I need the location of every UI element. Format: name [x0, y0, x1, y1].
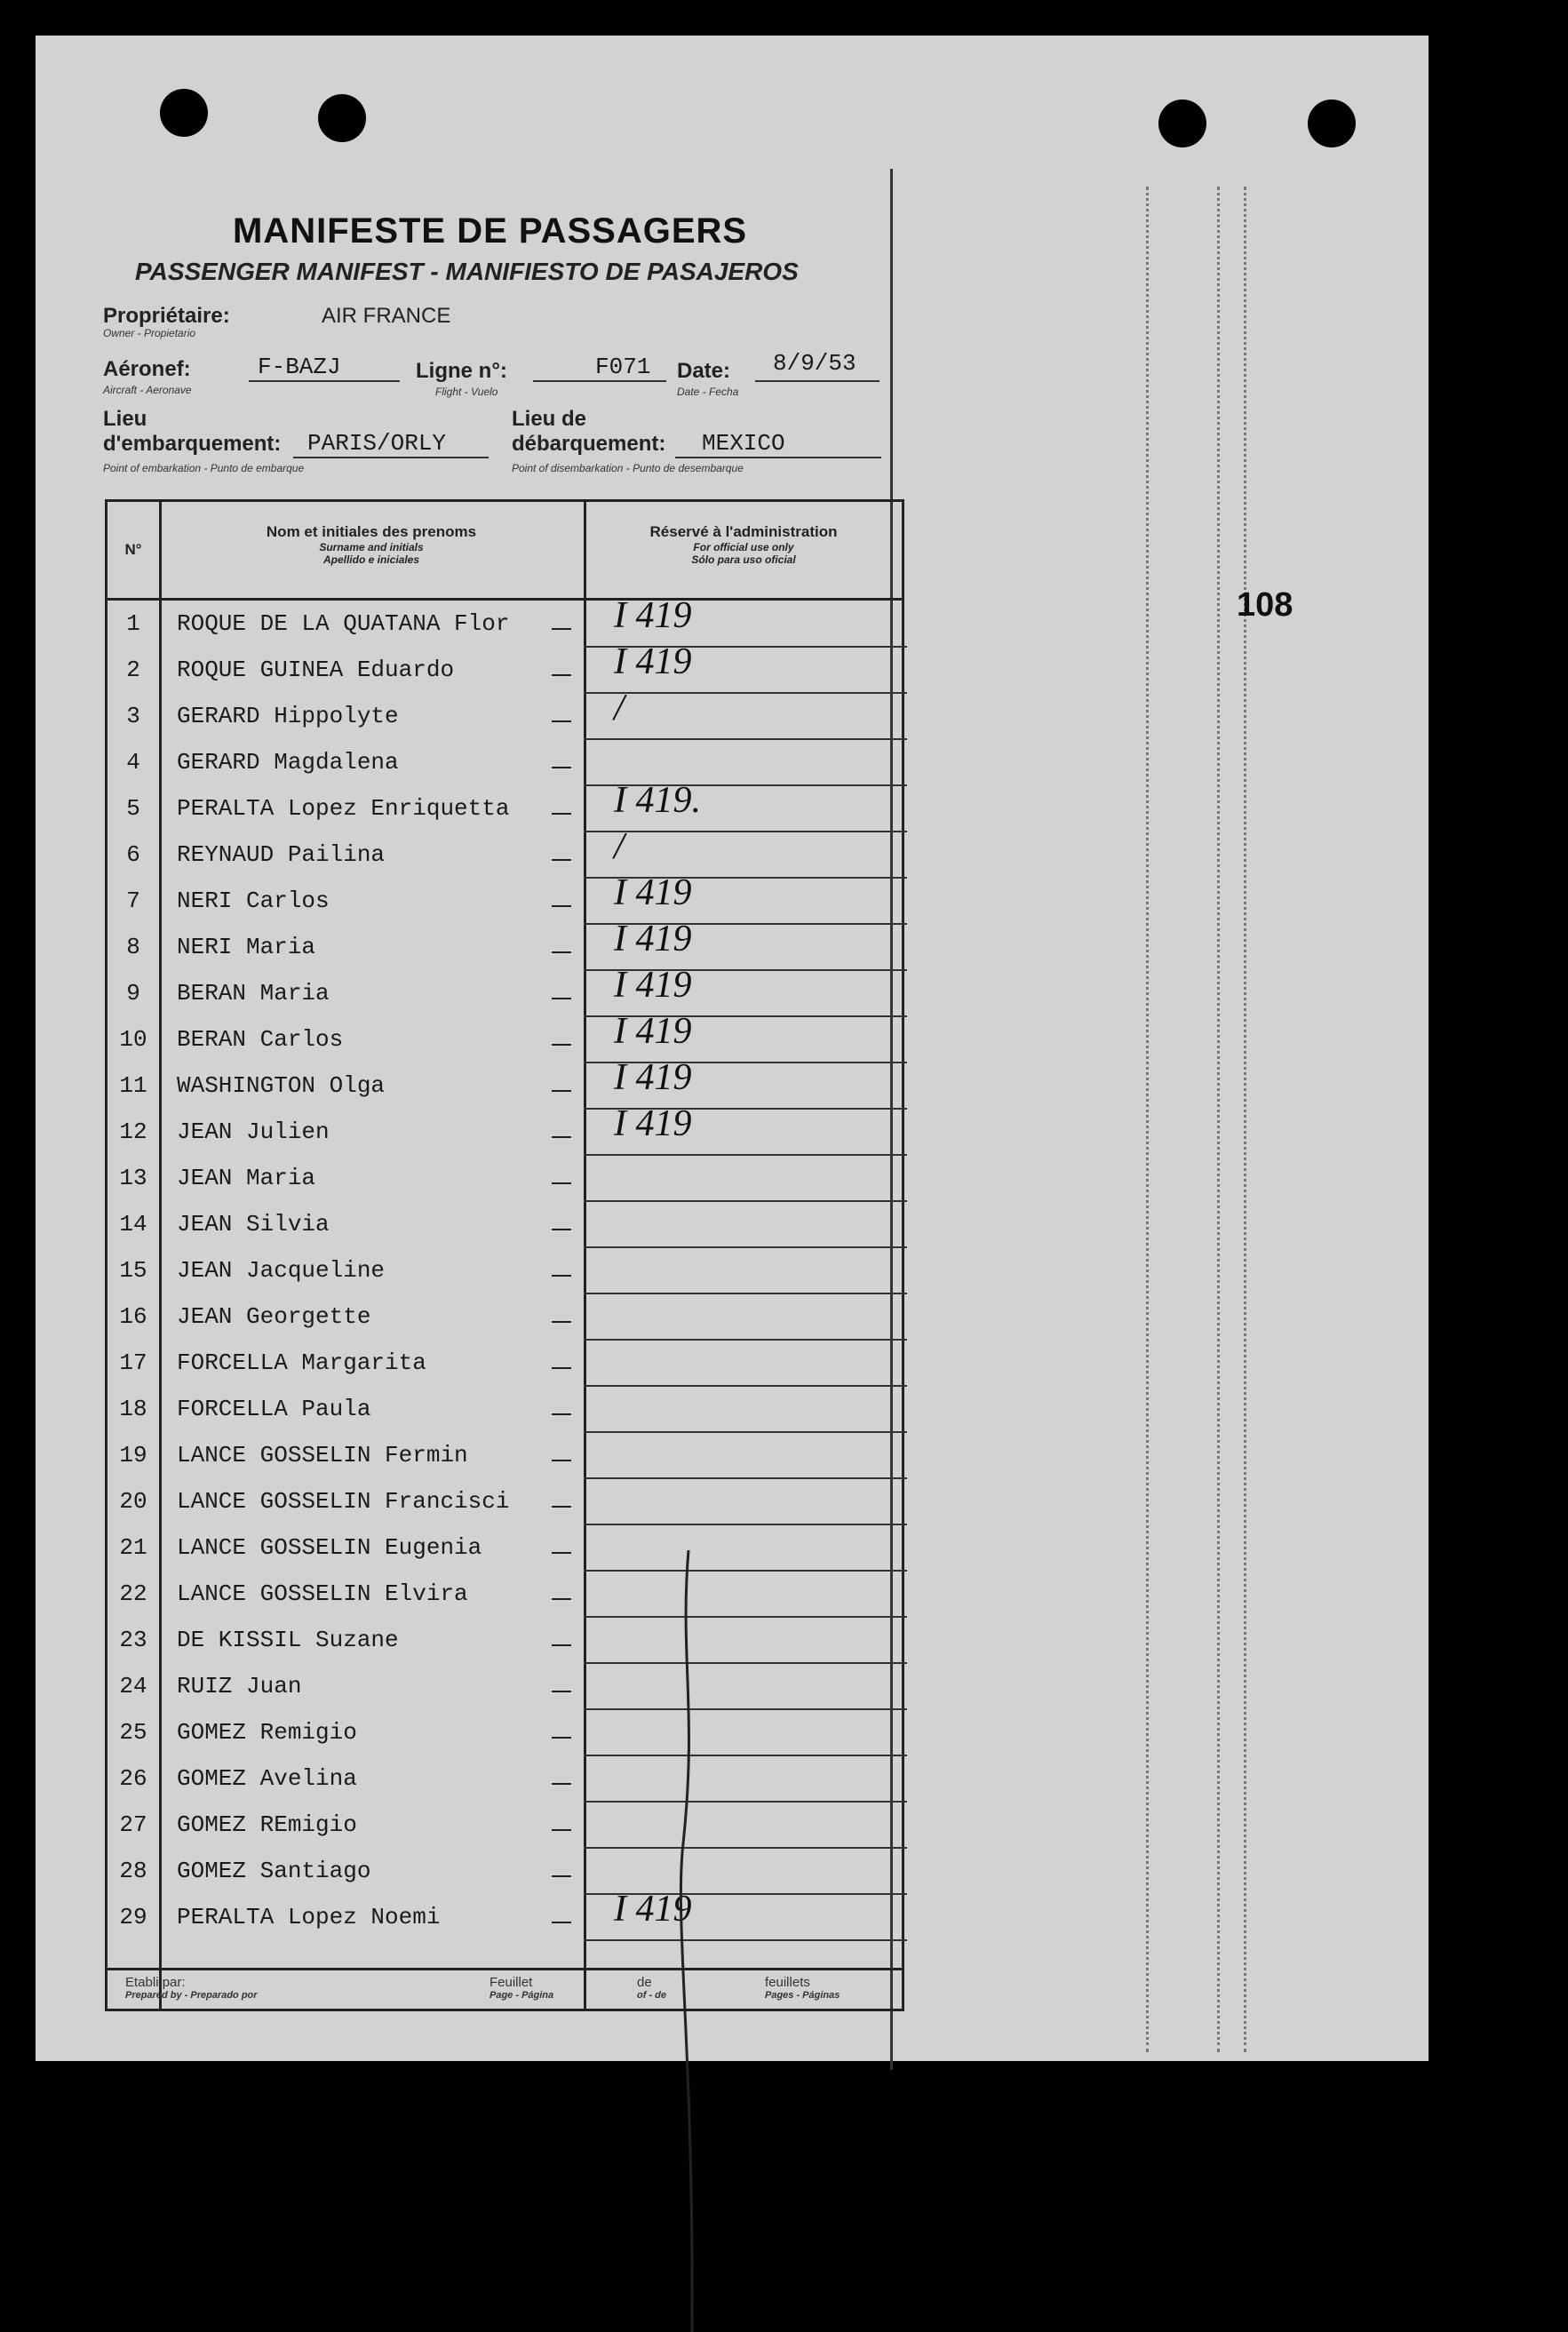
row-dash — [552, 1275, 571, 1277]
passenger-name: GOMEZ Santiago — [177, 1858, 371, 1884]
admin-annotation: I 419 — [614, 641, 692, 682]
disembark-label-1: Lieu de — [512, 407, 587, 431]
table-row — [107, 1889, 907, 1930]
row-number: 22 — [119, 1580, 147, 1607]
row-dash — [552, 674, 571, 676]
row-dash — [552, 720, 571, 722]
row-dash — [552, 859, 571, 861]
sheet-sublabel: Page - Página — [490, 1990, 554, 2001]
admin-annotation: I 419 — [614, 595, 692, 636]
row-number: 15 — [119, 1257, 147, 1284]
sheet-total-label: feuillets — [765, 1975, 810, 1990]
row-dash — [552, 1506, 571, 1508]
passenger-name: FORCELLA Paula — [177, 1396, 371, 1422]
passenger-name: REYNAUD Pailina — [177, 841, 386, 868]
table-row — [107, 641, 907, 683]
row-dash — [552, 1367, 571, 1369]
admin-annotation: / — [614, 688, 625, 728]
row-dash — [552, 1413, 571, 1415]
page-number: 108 — [1237, 586, 1293, 624]
table-row — [107, 595, 907, 637]
passenger-name: JEAN Jacqueline — [177, 1257, 386, 1284]
row-number: 9 — [126, 980, 140, 1007]
owner-label: Propriétaire: — [103, 304, 230, 328]
owner-sublabel: Owner - Propietario — [103, 327, 196, 339]
footer-divider — [107, 1968, 902, 1970]
row-dash — [552, 1691, 571, 1692]
passenger-name: ROQUE GUINEA Eduardo — [177, 657, 455, 683]
passenger-name: DE KISSIL Suzane — [177, 1627, 399, 1653]
table-row — [107, 826, 907, 868]
row-dash — [552, 1783, 571, 1785]
column-header-name-en: Surname and initials — [319, 541, 424, 553]
aircraft-value: F-BAZJ — [258, 354, 341, 380]
row-dash — [552, 1875, 571, 1877]
aircraft-underline — [249, 380, 400, 382]
disembark-label-2: débarquement: — [512, 432, 666, 456]
passenger-name: JEAN Julien — [177, 1118, 330, 1145]
row-number: 25 — [119, 1719, 147, 1746]
row-dash — [552, 1460, 571, 1461]
row-dash — [552, 1229, 571, 1230]
embark-label-2: d'embarquement: — [103, 432, 282, 456]
table-row — [107, 1849, 907, 1884]
row-number: 12 — [119, 1118, 147, 1145]
admin-annotation: I 419 — [614, 1103, 692, 1144]
admin-annotation: I 419 — [614, 1057, 692, 1098]
table-row — [107, 919, 907, 960]
admin-annotation: I 419. — [614, 780, 701, 821]
table-row — [107, 1433, 907, 1468]
punch-hole — [160, 89, 208, 137]
passenger-name: JEAN Silvia — [177, 1211, 330, 1238]
embark-value: PARIS/ORLY — [307, 430, 447, 457]
sheet-of-label: de — [637, 1975, 652, 1990]
admin-annotation: I 419 — [614, 872, 692, 913]
table-row — [107, 1572, 907, 1607]
passenger-name: PERALTA Lopez Noemi — [177, 1904, 441, 1930]
row-dash — [552, 1182, 571, 1184]
prepared-by-label: Etabli par: — [125, 1975, 186, 1990]
prepared-by-sublabel: Prepared by - Preparado por — [125, 1990, 258, 2001]
row-number: 13 — [119, 1165, 147, 1191]
row-number: 7 — [126, 887, 140, 914]
column-header-number — [107, 541, 159, 559]
passenger-name: GOMEZ Remigio — [177, 1719, 357, 1746]
row-number: 3 — [126, 703, 140, 729]
row-number: 27 — [119, 1811, 147, 1838]
page-subtitle: PASSENGER MANIFEST - MANIFIESTO DE PASAJEROS — [135, 258, 799, 285]
embark-underline — [293, 457, 489, 458]
table-row — [107, 1618, 907, 1653]
passenger-name: RUIZ Juan — [177, 1673, 302, 1699]
strip-dotted-line — [1146, 187, 1149, 2052]
column-header-number-label: N° — [124, 541, 142, 558]
table-row — [107, 1710, 907, 1746]
flight-sublabel: Flight - Vuelo — [435, 386, 498, 398]
punch-hole — [1158, 99, 1206, 147]
table-row — [107, 1103, 907, 1145]
row-dash — [552, 1552, 571, 1554]
sheet-of — [637, 1975, 666, 2001]
row-dash — [552, 767, 571, 768]
table-row — [107, 1479, 907, 1515]
disembark-value: MEXICO — [702, 430, 785, 457]
row-number: 14 — [119, 1211, 147, 1238]
row-number: 29 — [119, 1904, 147, 1930]
passenger-table — [105, 499, 904, 2011]
table-row — [107, 1011, 907, 1053]
table-row — [107, 1202, 907, 1238]
table-row — [107, 1057, 907, 1099]
punch-hole — [1308, 99, 1356, 147]
row-dash — [552, 1090, 571, 1092]
table-row — [107, 872, 907, 914]
date-value: 8/9/53 — [773, 350, 856, 377]
row-dash — [552, 1321, 571, 1323]
passenger-name: LANCE GOSSELIN Eugenia — [177, 1534, 482, 1561]
row-dash — [552, 813, 571, 815]
table-row — [107, 688, 907, 729]
row-number: 4 — [126, 749, 140, 776]
row-number: 8 — [126, 934, 140, 960]
date-underline — [755, 380, 880, 382]
row-dash — [552, 1829, 571, 1831]
sheet-total-sublabel: Pages - Páginas — [765, 1990, 840, 2001]
punch-hole — [318, 94, 366, 142]
handwritten-bracket-line — [676, 1550, 712, 2332]
table-row — [107, 1525, 907, 1561]
row-number: 28 — [119, 1858, 147, 1884]
row-number: 24 — [119, 1673, 147, 1699]
table-row — [107, 965, 907, 1007]
passenger-name: JEAN Maria — [177, 1165, 316, 1191]
row-number: 23 — [119, 1627, 147, 1653]
passenger-name: LANCE GOSSELIN Elvira — [177, 1580, 468, 1607]
row-dash — [552, 1598, 571, 1600]
table-row — [107, 740, 907, 776]
row-dash — [552, 1644, 571, 1646]
row-dash — [552, 951, 571, 953]
passenger-name: NERI Carlos — [177, 887, 330, 914]
row-rule — [584, 1939, 907, 1941]
table-row — [107, 1387, 907, 1422]
passenger-name: ROQUE DE LA QUATANA Flor — [177, 610, 510, 637]
date-label: Date: — [677, 359, 731, 383]
aircraft-sublabel: Aircraft - Aeronave — [103, 384, 192, 396]
passenger-name: LANCE GOSSELIN Francisci — [177, 1488, 510, 1515]
column-header-name — [159, 523, 584, 566]
page-title: MANIFESTE DE PASSAGERS — [233, 211, 748, 251]
row-dash — [552, 1922, 571, 1923]
strip-dotted-line — [1217, 187, 1220, 2052]
passenger-name: PERALTA Lopez Enriquetta — [177, 795, 510, 822]
passenger-name: GERARD Magdalena — [177, 749, 399, 776]
column-header-name-es: Apellido e iniciales — [322, 553, 420, 566]
owner-value: AIR FRANCE — [322, 304, 451, 328]
table-row — [107, 1294, 907, 1330]
row-dash — [552, 998, 571, 999]
column-header-admin-en: For official use only — [693, 541, 794, 553]
row-number: 21 — [119, 1534, 147, 1561]
row-number: 17 — [119, 1349, 147, 1376]
sheet-number — [490, 1975, 553, 2001]
passenger-name: GOMEZ REmigio — [177, 1811, 357, 1838]
row-dash — [552, 1136, 571, 1138]
flight-label: Ligne n°: — [416, 359, 507, 383]
passenger-name: WASHINGTON Olga — [177, 1072, 386, 1099]
column-header-admin — [584, 523, 903, 566]
date-sublabel: Date - Fecha — [677, 386, 739, 398]
table-row — [107, 1756, 907, 1792]
admin-annotation: I 419 — [614, 1889, 692, 1930]
passenger-name: BERAN Maria — [177, 980, 330, 1007]
passenger-name: LANCE GOSSELIN Fermin — [177, 1442, 468, 1468]
admin-annotation: I 419 — [614, 919, 692, 959]
row-number: 1 — [126, 610, 140, 637]
table-row — [107, 780, 907, 822]
row-dash — [552, 905, 571, 907]
row-number: 26 — [119, 1765, 147, 1792]
passenger-name: NERI Maria — [177, 934, 316, 960]
sheet-of-sublabel: of - de — [637, 1990, 666, 2001]
row-dash — [552, 628, 571, 630]
row-number: 19 — [119, 1442, 147, 1468]
flight-underline — [533, 380, 666, 382]
row-dash — [552, 1044, 571, 1046]
column-header-name-fr: Nom et initiales des prenoms — [266, 523, 477, 540]
column-header-admin-es: Sólo para uso oficial — [691, 553, 796, 566]
disembark-sublabel: Point of disembarkation - Punto de desembarque — [512, 462, 744, 474]
admin-annotation: I 419 — [614, 1011, 692, 1052]
row-number: 20 — [119, 1488, 147, 1515]
table-row — [107, 1156, 907, 1191]
row-number: 5 — [126, 795, 140, 822]
row-number: 16 — [119, 1303, 147, 1330]
row-number: 6 — [126, 841, 140, 868]
embark-label-1: Lieu — [103, 407, 147, 431]
table-row — [107, 1664, 907, 1699]
row-number: 2 — [126, 657, 140, 683]
passenger-name: FORCELLA Margarita — [177, 1349, 426, 1376]
admin-annotation: I 419 — [614, 965, 692, 1006]
row-number: 11 — [119, 1072, 147, 1099]
header-divider — [107, 598, 902, 601]
disembark-underline — [675, 457, 881, 458]
passenger-name: GOMEZ Avelina — [177, 1765, 357, 1792]
table-row — [107, 1248, 907, 1284]
passenger-name: JEAN Georgette — [177, 1303, 371, 1330]
row-number: 18 — [119, 1396, 147, 1422]
table-row — [107, 1341, 907, 1376]
column-header-admin-fr: Réservé à l'administration — [649, 523, 838, 540]
row-number: 10 — [119, 1026, 147, 1053]
sheet-label: Feuillet — [490, 1975, 533, 1990]
row-dash — [552, 1737, 571, 1739]
passenger-name: GERARD Hippolyte — [177, 703, 399, 729]
table-row — [107, 1803, 907, 1838]
embark-sublabel: Point of embarkation - Punto de embarque — [103, 462, 305, 474]
flight-value: F071 — [595, 354, 651, 380]
strip-dotted-line — [1244, 187, 1246, 2052]
sheet-total — [765, 1975, 840, 2001]
admin-annotation: / — [614, 826, 625, 867]
prepared-by — [125, 1975, 258, 2001]
aircraft-label: Aéronef: — [103, 357, 191, 381]
passenger-name: BERAN Carlos — [177, 1026, 344, 1053]
